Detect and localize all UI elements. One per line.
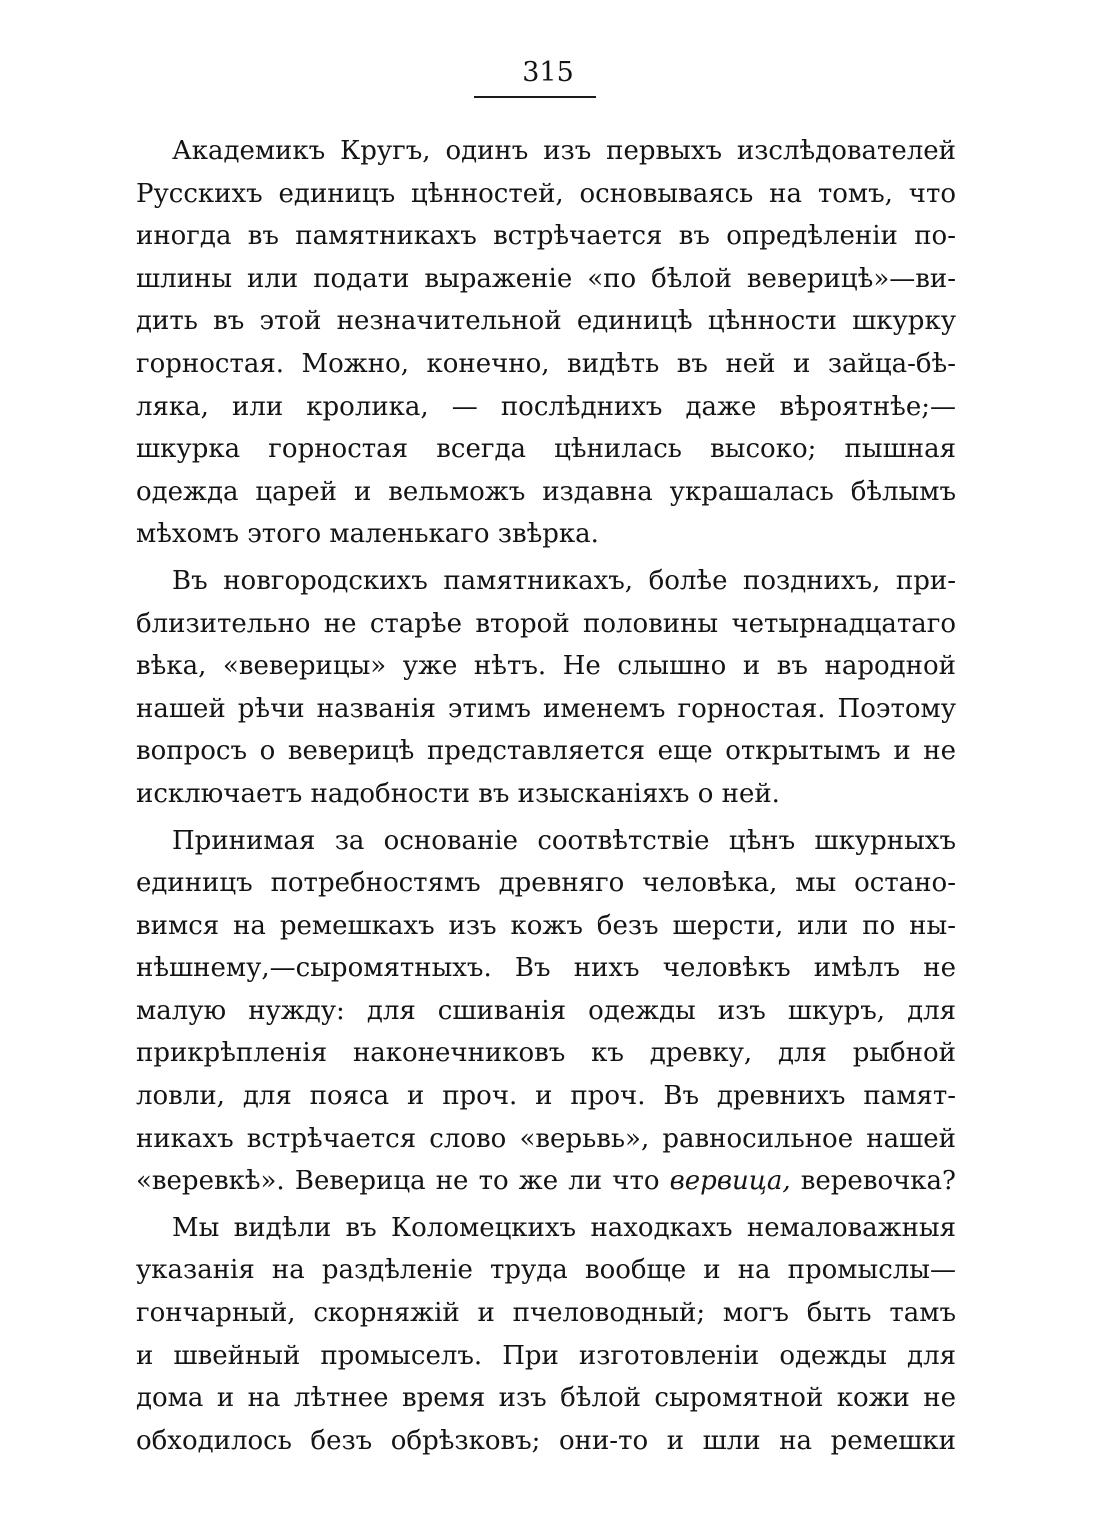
text-line: и швейный промыселъ. При изготовленіи одежды для <box>136 1340 956 1371</box>
text-line: вѣка, «веверицы» уже нѣтъ. Не слышно и въ народной <box>136 651 956 682</box>
text-line: иногда въ памятникахъ встрѣчается въ опредѣленіи по- <box>136 221 956 252</box>
text-line: вимся на ремешкахъ изъ кожъ безъ шерсти, или по ны- <box>136 910 956 941</box>
text-line: ляка, или кролика, — послѣднихъ даже вѣроятнѣе;— <box>136 391 956 422</box>
text-line: Въ новгородскихъ памятникахъ, болѣе позднихъ, при- <box>172 565 956 596</box>
text-line: дить въ этой незначительной единицѣ цѣнности шкурку <box>136 306 956 337</box>
text-line: нашей рѣчи названія этимъ именемъ горностая. Поэтому <box>136 693 956 724</box>
text-line: никахъ встрѣчается слово «верьвь», равносильное нашей <box>136 1123 956 1154</box>
text-run: «веревкѣ». Веверица не то же ли что <box>136 1166 670 1197</box>
text-line: гончарный, скорняжій и пчеловодный; могъ быть тамъ <box>136 1298 956 1329</box>
text-line: малую нужду: для сшиванія одежды изъ шкуръ, для <box>136 995 956 1026</box>
text-line: указанія на раздѣленіе труда вообще и на промыслы— <box>136 1255 956 1286</box>
body-text <box>136 130 956 1462</box>
text-line: горностая. Можно, конечно, видѣть въ ней и зайца-бѣ- <box>136 348 956 379</box>
text-line: Мы видѣли въ Коломецкихъ находкахъ немаловажныя <box>172 1212 956 1243</box>
italic-word: вервица, <box>669 1166 791 1197</box>
text-line: дома и на лѣтнее время изъ бѣлой сыромятной кожи не <box>136 1383 956 1414</box>
page-number: 315 <box>522 57 574 88</box>
text-line: шлины или подати выраженіе «по бѣлой веверицѣ»—ви- <box>136 263 956 294</box>
text-run: веревочка? <box>790 1166 956 1197</box>
text-line: вопросъ о веверицѣ представляется еще открытымъ и не <box>136 736 956 767</box>
text-line: единицъ потребностямъ древняго человѣка, мы остано- <box>136 868 956 899</box>
text-line-with-italic <box>136 1160 956 1203</box>
text-line: Принимая за основаніе соотвѣтствіе цѣнъ шкурныхъ <box>172 825 956 856</box>
text-line: одежда царей и вельможъ издавна украшалась бѣлымъ <box>136 476 956 507</box>
text-line: шкурка горностая всегда цѣнилась высоко; пышная <box>136 434 956 465</box>
text-line: Русскихъ единицъ цѣнностей, основываясь на томъ, что <box>136 178 956 209</box>
text-line: исключаетъ надобности въ изысканіяхъ о ней. <box>136 778 780 809</box>
page-number-rule <box>474 96 596 98</box>
text-line: обходилось безъ обрѣзковъ; они-то и шли на ремешки <box>136 1425 956 1456</box>
text-line: нѣшнему,—сыромятныхъ. Въ нихъ человѣкъ имѣлъ не <box>136 953 956 984</box>
text-line: ловли, для пояса и проч. и проч. Въ древнихъ памят- <box>136 1081 956 1112</box>
text-line: прикрѣпленія наконечниковъ къ древку, для рыбной <box>136 1038 956 1069</box>
text-line: близительно не старѣе второй половины четырнадцатаго <box>136 608 956 639</box>
text-line: мѣхомъ этого маленькаго звѣрка. <box>136 519 599 550</box>
text-line: Академикъ Кругъ, одинъ изъ первыхъ изслѣдователей <box>172 136 956 166</box>
